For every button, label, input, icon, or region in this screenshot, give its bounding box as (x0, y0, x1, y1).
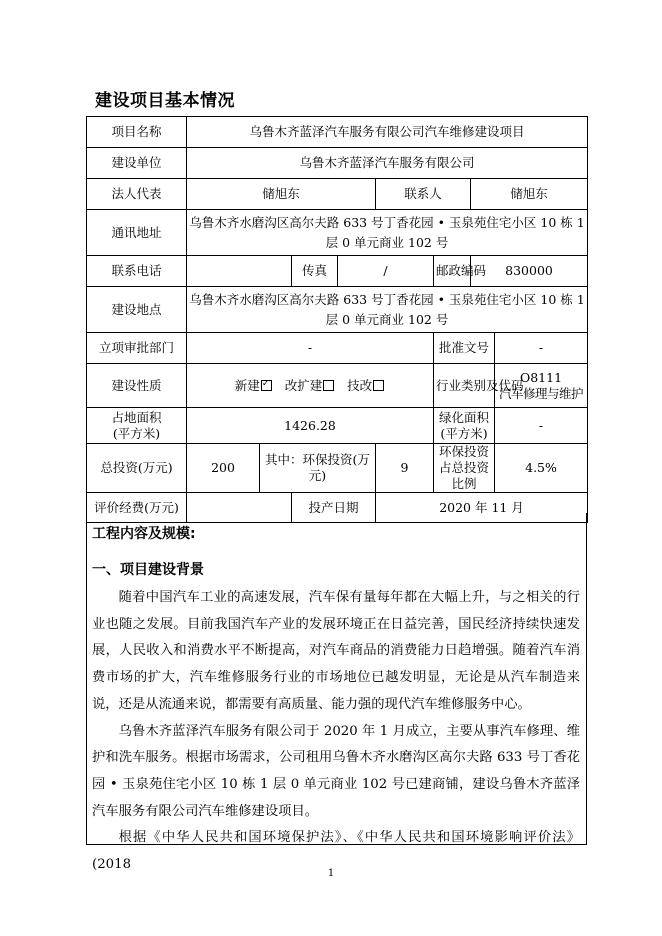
env-ratio-label: 环保投资占总投资比例 (434, 444, 495, 493)
env-invest-value: 9 (376, 444, 434, 493)
approval-dept-value: - (187, 333, 434, 364)
area-label-line1: 占地面积 (111, 409, 162, 425)
legal-rep-value: 储旭东 (187, 179, 376, 210)
phone-value (187, 256, 292, 287)
approval-doc-value: - (495, 333, 588, 364)
unit-value: 乌鲁木齐蓝泽汽车服务有限公司 (187, 148, 588, 179)
green-label-line2: (平方米) (440, 425, 488, 441)
start-value: 2020 年 11 月 (376, 493, 588, 523)
content-heading: 工程内容及规模: (92, 526, 196, 542)
body-text (92, 585, 580, 879)
env-ratio-value: 4.5% (495, 444, 588, 493)
content-box (86, 513, 587, 873)
invest-label: 总投资(万元) (87, 444, 187, 493)
phone-label: 联系电话 (87, 256, 187, 287)
unit-label: 建设单位 (87, 148, 187, 179)
project-name-label: 项目名称 (87, 117, 187, 148)
area-label-line2: (平方米) (112, 425, 161, 441)
section-heading: 一、项目建设背景 (92, 562, 204, 578)
project-name-value: 乌鲁木齐蓝泽汽车服务有限公司汽车维修建设项目 (187, 117, 588, 148)
page-title: 建设项目基本情况 (95, 91, 235, 111)
fax-label: 传真 (292, 256, 338, 287)
industry-name: 汽车修理与维护 (499, 385, 584, 401)
postcode-value: 830000 (471, 256, 588, 287)
fax-value: / (338, 256, 434, 287)
nature-expand-checkbox[interactable] (323, 380, 334, 391)
industry-value (495, 364, 588, 408)
area-label (87, 408, 187, 444)
nature-label: 建设性质 (87, 364, 187, 408)
env-invest-label: 其中：环保投资(万元) (260, 444, 376, 493)
approval-dept-label: 立项审批部门 (87, 333, 187, 364)
project-info-table (86, 116, 588, 523)
paragraph-3: 根据《中华人民共和国环境保护法》、《中华人民共和国环境影响评价法》(2018 (92, 830, 580, 873)
industry-code: O8111 (519, 369, 563, 385)
address-value: 乌鲁木齐水磨沟区高尔夫路 633 号丁香花园 • 玉泉苑住宅小区 10 栋 1 层 0 单元商业 102 号 (187, 210, 588, 256)
start-label: 投产日期 (292, 493, 376, 523)
industry-label: 行业类别及代码 (434, 364, 495, 408)
contact-value: 储旭东 (471, 179, 588, 210)
invest-value: 200 (187, 444, 260, 493)
nature-new-checkbox[interactable] (261, 380, 272, 391)
green-value: - (495, 408, 588, 444)
nature-expand-label: 改扩建 (284, 377, 323, 393)
nature-tech-checkbox[interactable] (373, 380, 384, 391)
contact-label: 联系人 (376, 179, 471, 210)
area-value: 1426.28 (187, 408, 434, 444)
green-label-line1: 绿化面积 (438, 409, 489, 425)
address-label: 通讯地址 (87, 210, 187, 256)
nature-tech-label: 技改 (347, 377, 373, 393)
approval-doc-label: 批准文号 (434, 333, 495, 364)
paragraph-2: 乌鲁木齐蓝泽汽车服务有限公司于 2020 年 1 月成立，主要从事汽车修理、维护和洗车服务。根据市场需求，公司租用乌鲁木齐水磨沟区高尔夫路 633 号丁香花园 • 玉泉苑住宅小区 10 栋 1 层 0 单元商业 102 号已建商铺，建设乌鲁木齐蓝泽汽车服务有限公司汽车维修建设项目。 (92, 723, 580, 819)
site-value: 乌鲁木齐水磨沟区高尔夫路 633 号丁香花园 • 玉泉苑住宅小区 10 栋 1 层 0 单元商业 102 号 (187, 287, 588, 333)
postcode-label: 邮政编码 (434, 256, 471, 287)
green-label (434, 408, 495, 444)
page-number: 1 (327, 868, 335, 879)
site-label: 建设地点 (87, 287, 187, 333)
legal-rep-label: 法人代表 (87, 179, 187, 210)
nature-new-label: 新建 (234, 377, 260, 393)
fee-label: 评价经费(万元) (87, 493, 187, 523)
nature-options (187, 364, 434, 408)
paragraph-1: 随着中国汽车工业的高速发展，汽车保有量每年都在大幅上升，与之相关的行业也随之发展。目前我国汽车产业的发展环境正在日益完善，国民经济持续快速发展，人民收入和消费水平不断提高，对汽车商品的消费能力日趋增强。随着汽车消费市场的扩大，汽车维修服务行业的市场地位已越发明显，无论是从汽车制造来说，还是从流通来说，都需要有高质量、能力强的现代汽车维修服务中心。 (92, 590, 580, 712)
